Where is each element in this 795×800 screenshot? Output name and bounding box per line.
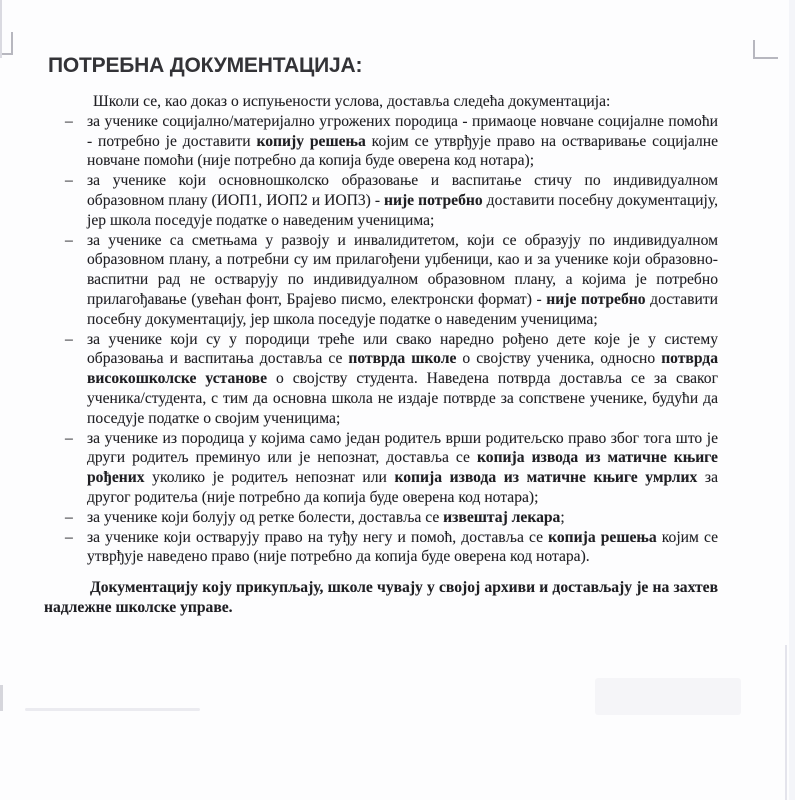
bullet-dash: – bbox=[65, 528, 73, 546]
bullet-dash: – bbox=[65, 112, 73, 130]
bullet-dash: – bbox=[65, 330, 73, 348]
scan-edge-left-top bbox=[0, 0, 2, 58]
closing-paragraph: Документацију коју прикупљају, школе чувају у својој архиви и достављају је на захтев надлежне школске управе. bbox=[44, 579, 718, 616]
crop-mark-top-left-vertical bbox=[11, 32, 13, 55]
crop-mark-top-left-horizontal bbox=[2, 53, 13, 55]
scan-edge-left-bottom bbox=[0, 685, 3, 711]
scan-shadow-bottom-left bbox=[25, 708, 200, 711]
list-item: – за ученике који су у породици треће или свако наредно рођено дете које је у систему образовања и васпитања доставља се потврда школе о својству ученика, односно потврда високошколске установе о својству студента. Наведена потврда доставља се за сваког ученика/студента, с тим да основна школа не издаје потврде за сопствене ученике, будући да поседује податке о својим ученицима; bbox=[65, 330, 719, 427]
list-item: – за ученике са сметњама у развоју и инвалидитетом, који се образују по индивидуалном образовном плану, а потребни су им прилагођени уџбеници, као и за ученике који образовно-васпитни рад не остварују по индивидуалном образовном плану, а којима је потребно прилагођавање (увећан фонт, Брајево писмо, електронски формат) - није потребно доставити посебну документацију, јер школа поседује податке о наведеним ученицима; bbox=[65, 231, 718, 328]
scan-edge-right-band bbox=[789, 0, 795, 800]
document-body bbox=[44, 92, 718, 618]
list-item: – за ученике који основношколско образовање и васпитање стичу по индивидуалном образовном плану (ИОП1, ИОП2 и ИОП3) - није потребно доставити посебну документацију, јер школа поседује податке о наведеним ученицима; bbox=[65, 172, 718, 229]
bullet-dash: – bbox=[65, 508, 73, 526]
list-item: – за ученике из породица у којима само један родитељ врши родитељско право због тога што је други родитељ преминуо или је непознат, доставља се копија извода из матичне књиге рођених уколико је родитељ непознат или копија извода из матичне књиге умрлих за другог родитеља (није потребно да копија буде оверена код нотара); bbox=[65, 429, 718, 506]
list-item: – за ученике који болују од ретке болести, доставља се извештај лекара; bbox=[65, 508, 565, 526]
document-title: ПОТРЕБНА ДОКУМЕНТАЦИЈА: bbox=[48, 54, 363, 77]
bullet-dash: – bbox=[65, 172, 73, 190]
scan-edge-right-line bbox=[785, 645, 787, 800]
intro-paragraph: Школи се, као доказ о испуњености услова, доставља следећа документација: bbox=[93, 93, 611, 110]
list-item: – за ученике социјално/материјално угрожених породица - примаоце новчане социјалне помоћи - потребно је доставити копију решења којим се утврђује право на остваривање социјалне новчане помоћи (није потребно да копија буде оверена код нотара); bbox=[65, 112, 718, 170]
scan-smudge-bottom bbox=[595, 678, 741, 715]
list-item: – за ученике који остварују право на туђу негу и помоћ, доставља се копија решења којим се утврђује наведено право (није потребно да копија буде оверена код нотара). bbox=[65, 528, 718, 566]
crop-mark-top-right-horizontal bbox=[753, 57, 778, 59]
bullet-dash: – bbox=[65, 429, 73, 447]
bullet-dash: – bbox=[65, 231, 73, 249]
requirements-list bbox=[44, 112, 718, 567]
